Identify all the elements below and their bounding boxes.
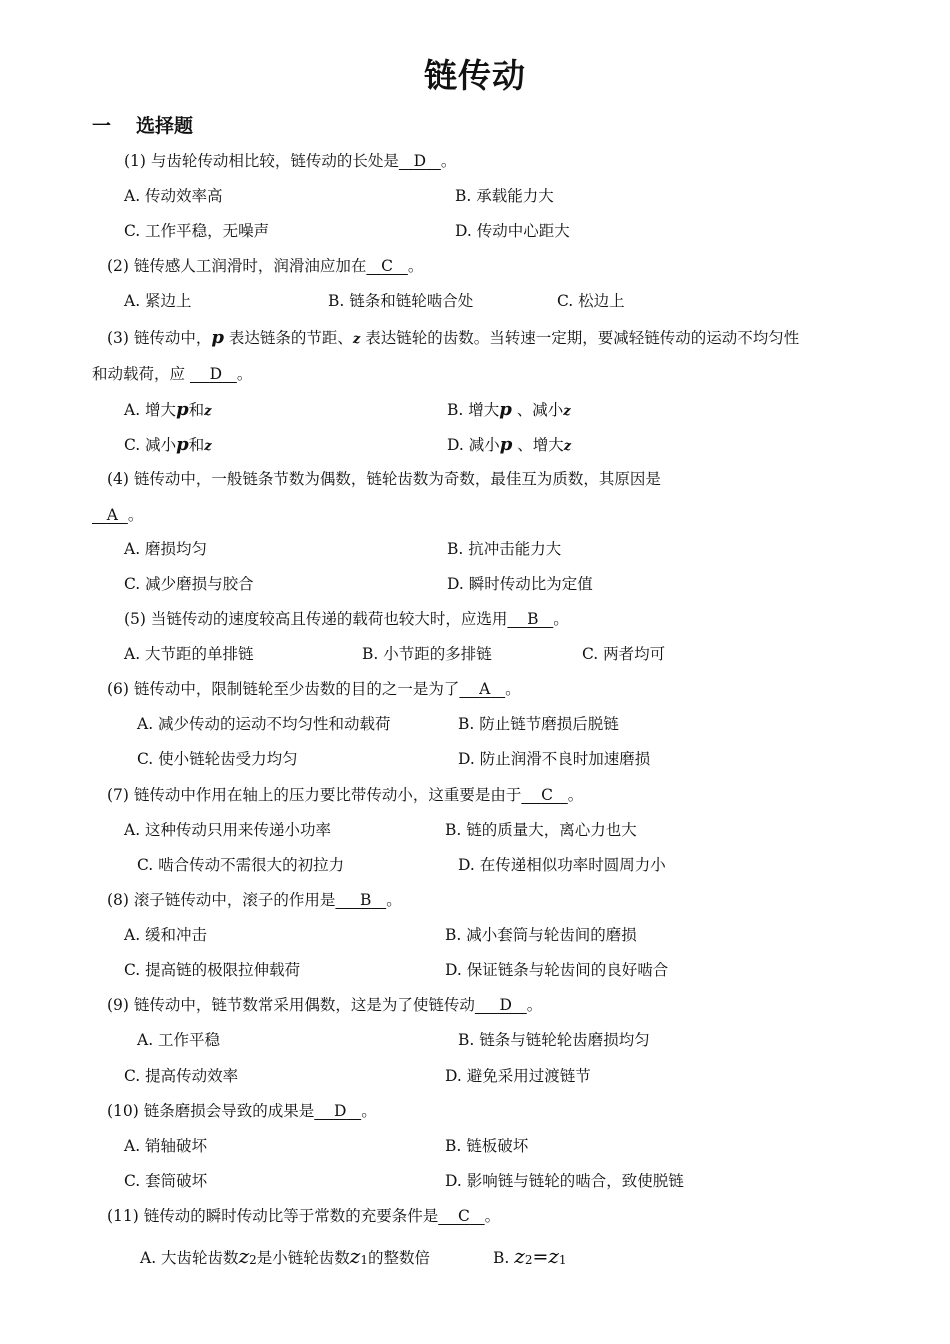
q1-option-c: C. 工作平稳，无噪声 [124,222,270,240]
q4-option-d: D. 瞬时传动比为定值 [447,575,593,593]
q9-option-b: B. 链条与链轮轮齿磨损均匀 [458,1031,650,1049]
answer-blank: C [457,1207,470,1225]
question-3-stem-cont: 和动载荷，应 D 。 [92,365,253,383]
q11-option-a: A. 大齿轮齿数z2是小链轮齿数z1的整数倍 [140,1244,430,1268]
q8-option-b: B. 减小套筒与轮齿间的磨损 [445,926,637,944]
question-11-stem: (11) 链传动的瞬时传动比等于常数的充要条件是 C 。 [107,1207,501,1225]
q1-option-d: D. 传动中心距大 [455,222,570,240]
q7-option-d: D. 在传递相似功率时圆周力小 [458,856,666,874]
section-label: 选择题 [136,115,194,137]
q6-option-b: B. 防止链节磨损后脱链 [458,715,619,733]
answer-blank: A [106,506,118,524]
answer-blank: D [209,365,223,383]
q1-option-b: B. 承载能力大 [455,187,554,205]
q6-option-a: A. 减少传动的运动不均匀性和动载荷 [137,715,391,733]
answer-blank: B [527,610,539,628]
question-9-stem: (9) 链传动中，链节数常采用偶数，这是为了使链传动 D 。 [107,996,543,1014]
q10-option-a: A. 销轴破坏 [124,1137,208,1155]
q1-option-a: A. 传动效率高 [124,187,223,205]
q11-option-b: B. z2=z1 [493,1244,567,1268]
section-heading [92,111,193,138]
q5-option-b: B. 小节距的多排链 [362,645,492,663]
question-4-stem: (4) 链传动中，一般链条节数为偶数，链轮齿数为奇数，最佳互为质数，其原因是 [107,470,661,488]
answer-blank: D [499,996,512,1014]
question-10-stem: (10) 链条磨损会导致的成果是 D 。 [107,1102,377,1120]
q3-option-b: B. 增大p 、减小z [447,399,571,420]
page-title: 链传动 [424,56,526,95]
q8-option-a: A. 缓和冲击 [124,926,208,944]
q4-option-b: B. 抗冲击能力大 [447,540,562,558]
q2-option-c: C. 松边上 [557,292,625,310]
answer-blank: D [413,152,427,170]
q7-option-b: B. 链的质量大，离心力也大 [445,821,637,839]
q9-option-c: C. 提高传动效率 [124,1067,239,1085]
question-3-stem: (3) 链传动中，p 表达链条的节距、z 表达链轮的齿数。当转速一定期，要减轻链传动的运动不均匀性 [107,327,800,348]
q3-option-d: D. 减小p 、增大z [447,434,572,455]
q5-option-a: A. 大节距的单排链 [124,645,254,663]
question-1-stem: (1) 与齿轮传动相比较，链传动的长处是 D 。 [124,152,457,170]
section-number: 一 [92,115,112,137]
q6-option-c: C. 使小链轮齿受力均匀 [137,750,298,768]
q9-option-a: A. 工作平稳 [137,1031,221,1049]
q3-option-a: A. 增大p和z [124,399,212,420]
q10-option-d: D. 影响链与链轮的啮合，致使脱链 [445,1172,684,1190]
q2-option-b: B. 链条和链轮啮合处 [328,292,474,310]
question-5-stem: (5) 当链传动的速度较高且传递的载荷也较大时，应选用 B 。 [124,610,569,628]
question-2-stem: (2) 链传感人工润滑时，润滑油应加在 C 。 [107,257,424,275]
q7-option-c: C. 啮合传动不需很大的初拉力 [137,856,345,874]
answer-blank: C [381,257,394,275]
q2-option-a: A. 紧边上 [124,292,192,310]
answer-blank: A [479,680,491,698]
q10-option-c: C. 套筒破坏 [124,1172,208,1190]
question-6-stem: (6) 链传动中，限制链轮至少齿数的目的之一是为了 A 。 [107,680,521,698]
answer-blank: C [541,786,553,804]
q8-option-c: C. 提高链的极限拉伸载荷 [124,961,301,979]
var-p: p [211,327,224,348]
question-4-stem-cont: A 。 [92,504,143,526]
q4-option-c: C. 减少磨损与胶合 [124,575,254,593]
q6-option-d: D. 防止润滑不良时加速磨损 [458,750,651,768]
q4-option-a: A. 磨损均匀 [124,540,208,558]
q7-option-a: A. 这种传动只用来传递小功率 [124,821,332,839]
q5-option-c: C. 两者均可 [582,645,666,663]
answer-blank: D [333,1102,347,1120]
q9-option-d: D. 避免采用过渡链节 [445,1067,591,1085]
var-z: z [352,332,361,347]
question-7-stem: (7) 链传动中作用在轴上的压力要比带传动小，这重要是由于 C 。 [107,786,584,804]
q8-option-d: D. 保证链条与轮齿间的良好啮合 [445,961,669,979]
question-8-stem: (8) 滚子链传动中，滚子的作用是 B 。 [107,891,402,909]
q3-option-c: C. 减小p和z [124,434,212,455]
q10-option-b: B. 链板破坏 [445,1137,529,1155]
answer-blank: B [360,891,372,909]
